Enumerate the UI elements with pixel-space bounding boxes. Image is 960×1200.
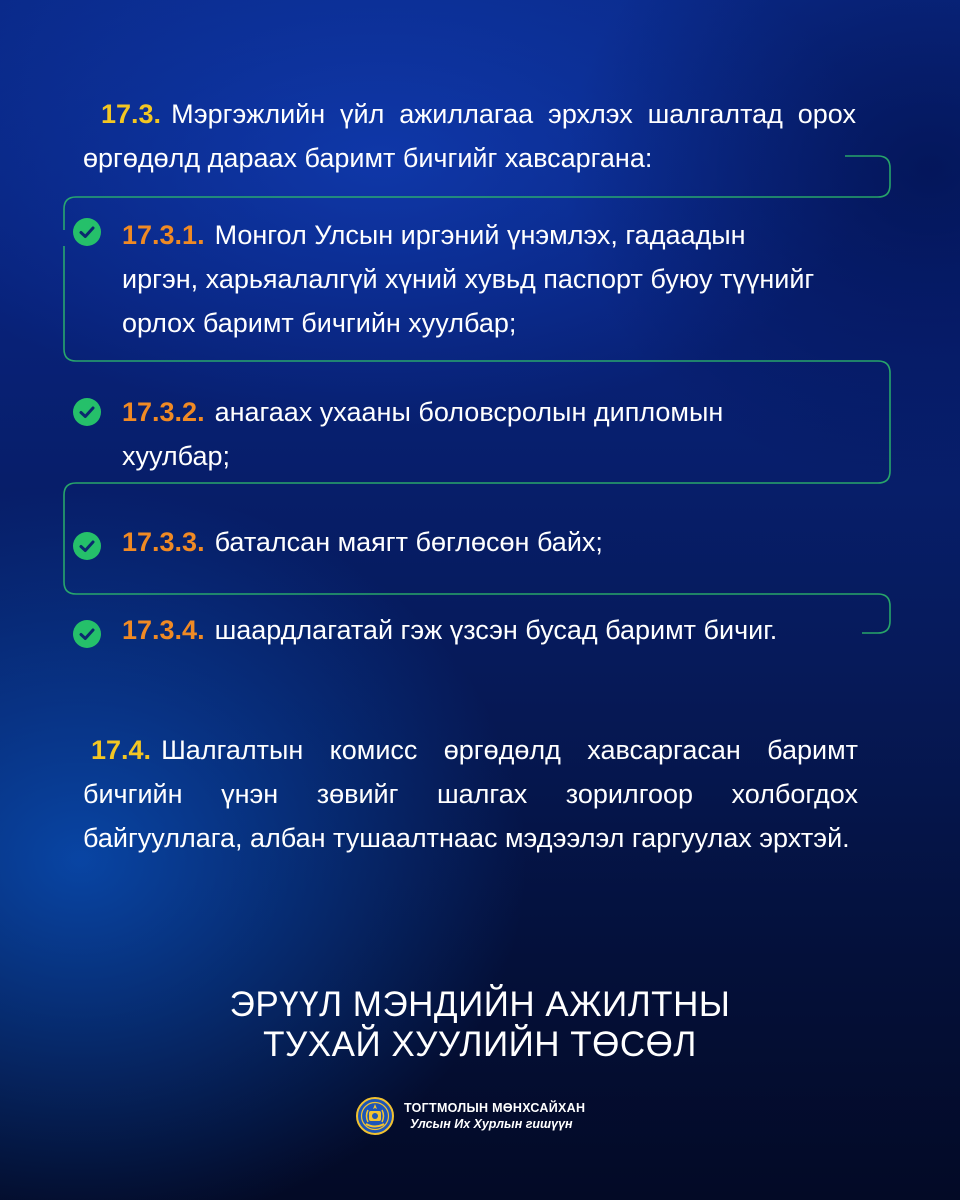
- section-17-4-text: Шалгалтын комисс өргөдөлд хавсаргасан баримт бичгийн үнэн зөвийг шалгах зорилгоор холбогдох байгууллага, албан тушаалтнаас мэдээлэл гаргуулах эрхтэй.: [83, 735, 858, 853]
- item-number: 17.3.4.: [122, 615, 205, 645]
- check-circle-icon: [73, 218, 101, 246]
- law-title-line-2: ТУХАЙ ХУУЛИЙН ТӨСӨЛ: [263, 1025, 697, 1064]
- check-circle-icon: [73, 532, 101, 560]
- author-role: Улсын Их Хурлын гишүүн: [410, 1117, 573, 1131]
- author-signature: [404, 1100, 585, 1132]
- section-17-4-number: 17.4.: [91, 735, 152, 765]
- law-title-line-1: ЭРҮҮЛ МЭНДИЙН АЖИЛТНЫ: [229, 985, 731, 1024]
- item-text: Монгол Улсын иргэний үнэмлэх, гадаадын иргэн, харьяалалгүй хүний хувьд паспорт буюу түүнийг орлох баримт бичгийн хуулбар;: [122, 220, 815, 338]
- list-item-17-3-1: [122, 213, 822, 345]
- item-text: анагаах ухааны боловсролын дипломын хуулбар;: [122, 397, 724, 471]
- item-number: 17.3.2.: [122, 397, 205, 427]
- section-17-3-text: Мэргэжлийн үйл ажиллагаа эрхлэх шалгалтад орох өргөдөлд дараах баримт бичгийг хавсаргана:: [83, 99, 856, 173]
- section-17-4: [83, 728, 858, 860]
- author-last-name: МӨНХСАЙХАН: [492, 1101, 586, 1115]
- list-item-17-3-2: [122, 390, 822, 478]
- check-circle-icon: [73, 398, 101, 426]
- list-item-17-3-3: [122, 520, 822, 564]
- section-17-3: [83, 92, 856, 180]
- item-number: 17.3.3.: [122, 527, 205, 557]
- state-emblem-icon: [356, 1097, 394, 1135]
- list-item-17-3-4: [122, 608, 867, 652]
- item-number: 17.3.1.: [122, 220, 205, 250]
- item-text: баталсан маягт бөглөсөн байх;: [214, 527, 603, 557]
- check-circle-icon: [73, 620, 101, 648]
- author-name: [404, 1100, 585, 1116]
- author-first-name: ТОГТМОЛЫН: [404, 1101, 489, 1115]
- law-title: [0, 985, 960, 1065]
- item-text: шаардлагатай гэж үзсэн бусад баримт бичиг.: [214, 615, 778, 645]
- section-17-3-number: 17.3.: [101, 99, 162, 129]
